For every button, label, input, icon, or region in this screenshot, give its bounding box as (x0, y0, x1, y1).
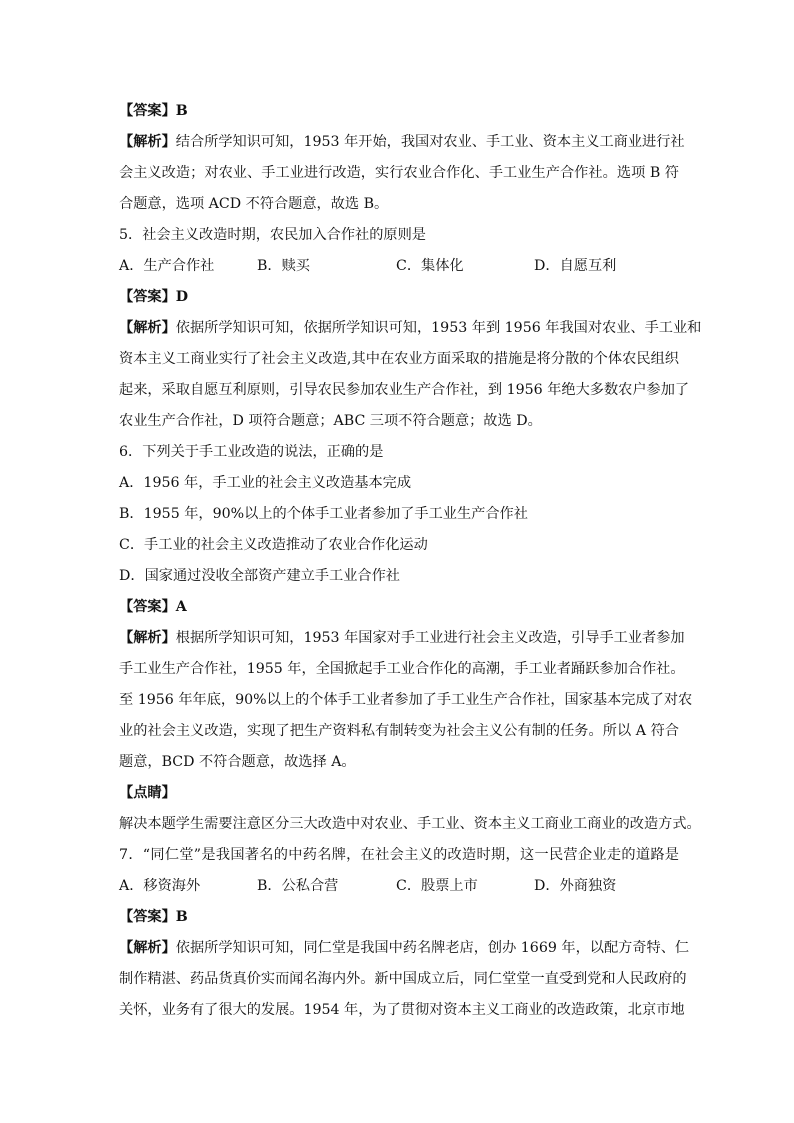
q5-analysis-line-2: 资本主义工商业实行了社会主义改造,其中在农业方面采取的措施是将分散的个体农民组织 (119, 351, 679, 367)
q5-analysis-tag: 【解析】 (119, 320, 176, 336)
q5-analysis-line-1: 【解析】依据所学知识可知，依据所学知识可知，1953 年到 1956 年我国对农业、手工业和 (119, 320, 702, 336)
q7-option-c: C．股票上市 (396, 878, 478, 894)
q7-analysis-line-2: 制作精湛、药品货真价实而闻名海内外。新中国成立后，同仁堂堂一直受到党和人民政府的 (119, 971, 687, 987)
q6-analysis-line-4: 业的社会主义改造，实现了把生产资料私有制转变为社会主义公有制的任务。所以 A 符合 (119, 723, 679, 739)
q5-option-d: D．自愿互利 (534, 258, 617, 274)
q6-analysis-line-1: 【解析】根据所学知识可知，1953 年国家对手工业进行社会主义改造，引导手工业者参加 (119, 630, 685, 646)
q4-analysis-line-3: 合题意，选项 ACD 不符合题意，故选 B。 (119, 196, 389, 212)
q6-option-b: B．1955 年，90%以上的个体手工业者参加了手工业生产合作社 (119, 506, 528, 522)
q4-analysis-line-1: 【解析】结合所学知识可知，1953 年开始，我国对农业、手工业、资本主义工商业进行社 (119, 134, 685, 150)
q7-option-a: A．移资海外 (119, 878, 201, 894)
q7-analysis-tag: 【解析】 (119, 940, 176, 956)
q7-analysis-line-3: 关怀，业务有了很大的发展。1954 年，为了贯彻对资本主义工商业的改造政策，北京市地 (119, 1002, 685, 1018)
q7-option-d: D．外商独资 (534, 878, 617, 894)
q4-analysis-line-2: 会主义改造；对农业、手工业进行改造，实行农业合作化、手工业生产合作社。选项 B 符 (119, 165, 679, 181)
q6-analysis-line-3: 至 1956 年年底，90%以上的个体手工业者参加了手工业生产合作社，国家基本完成了对农 (119, 692, 693, 708)
q4-answer: 【答案】B (119, 103, 188, 119)
q5-option-c: C．集体化 (396, 258, 464, 274)
q6-analysis-line-2: 手工业生产合作社，1955 年，全国掀起手工业合作化的高潮，手工业者踊跃参加合作社。 (119, 661, 685, 677)
q6-option-a: A．1956 年，手工业的社会主义改造基本完成 (119, 475, 412, 491)
q7-answer: 【答案】B (119, 909, 188, 925)
q7-stem: 7．“同仁堂”是我国著名的中药名牌，在社会主义的改造时期，这一民营企业走的道路是 (119, 847, 679, 863)
q6-option-c: C．手工业的社会主义改造推动了农业合作化运动 (119, 537, 428, 553)
q6-analysis-line-5: 题意，BCD 不符合题意，故选择 A。 (119, 754, 356, 770)
q5-answer: 【答案】D (119, 289, 189, 305)
q7-analysis-line-1: 【解析】依据所学知识可知，同仁堂是我国中药名牌老店，创办 1669 年，以配方奇特、仁 (119, 940, 690, 956)
q6-point-tag: 【点睛】 (119, 785, 176, 801)
q5-option-a: A．生产合作社 (119, 258, 215, 274)
q6-answer: 【答案】A (119, 599, 187, 615)
q6-stem: 6．下列关于手工业改造的说法，正确的是 (119, 444, 384, 460)
q6-point-text: 解决本题学生需要注意区分三大改造中对农业、手工业、资本主义工商业工商业的改造方式。 (119, 816, 701, 832)
q5-option-b: B．赎买 (257, 258, 310, 274)
q4-analysis-tag: 【解析】 (119, 134, 176, 150)
q7-option-b: B．公私合营 (257, 878, 339, 894)
q5-analysis-line-4: 农业生产合作社，D 项符合题意；ABC 三项不符合题意；故选 D。 (119, 413, 542, 429)
q5-analysis-line-3: 起来，采取自愿互利原则，引导农民参加农业生产合作社，到 1956 年绝大多数农户参加了 (119, 382, 690, 398)
q6-option-d: D．国家通过没收全部资产建立手工业合作社 (119, 568, 400, 584)
q6-analysis-tag: 【解析】 (119, 630, 176, 646)
q5-stem: 5．社会主义改造时期，农民加入合作社的原则是 (119, 227, 426, 243)
